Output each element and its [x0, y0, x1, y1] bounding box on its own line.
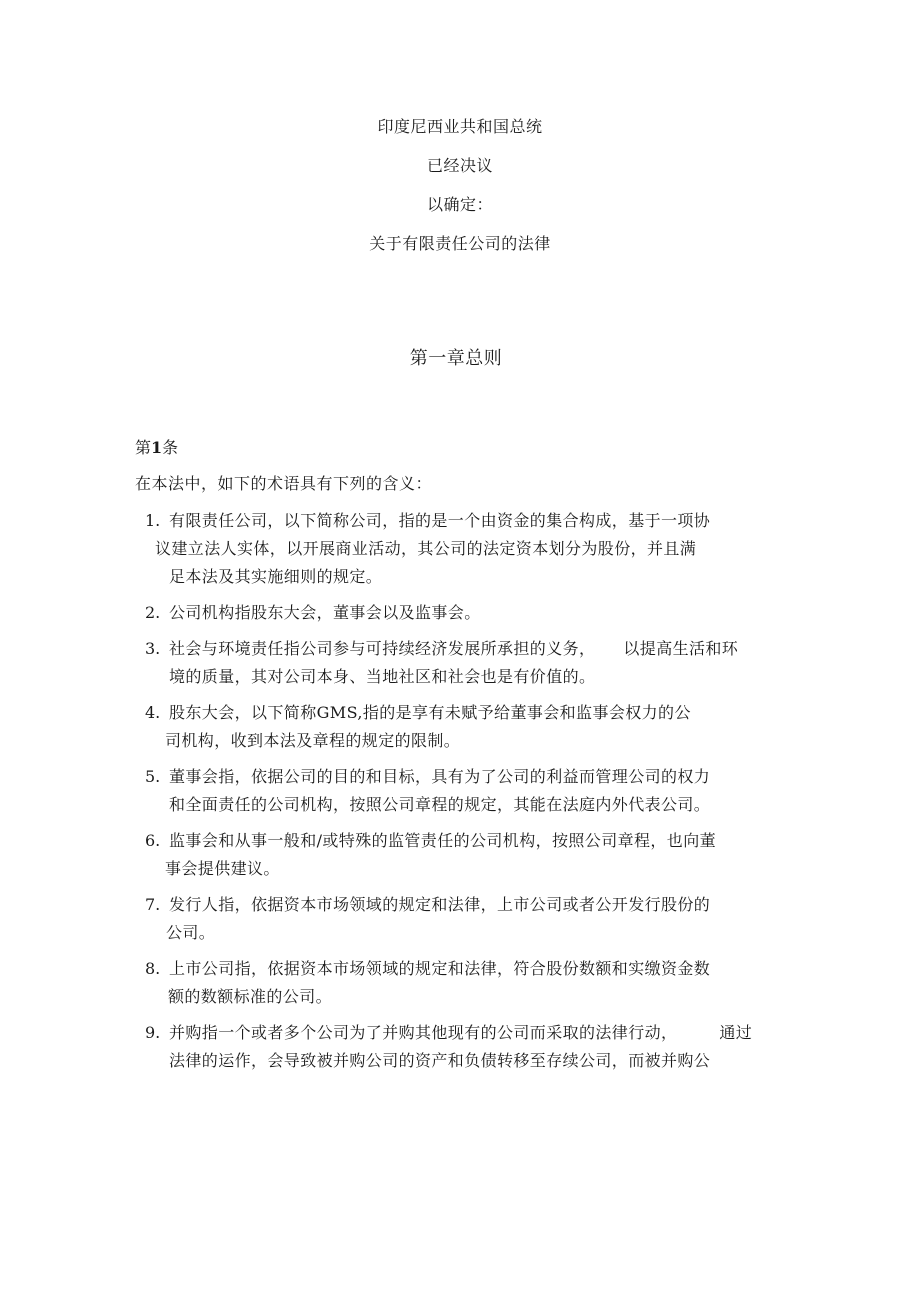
- heading-line-president: 印度尼西业共和国总统: [377, 117, 543, 136]
- list-item-line: 足本法及其实施细则的规定。: [169, 567, 383, 586]
- list-item-line: 和全面责任的公司机构，按照公司章程的规定，其能在法庭内外代表公司。: [169, 795, 711, 814]
- list-item-line: 法律的运作，会导致被并购公司的资产和负债转移至存续公司，而被并购公: [169, 1051, 711, 1070]
- heading-line-decided: 已经决议: [426, 156, 493, 175]
- list-item: [0, 1019, 920, 1075]
- heading-line-law-title: 关于有限责任公司的法律: [369, 234, 551, 253]
- list-item-line: 有限责任公司，以下简称公司，指的是一个由资金的集合构成，基于一项协: [169, 511, 711, 530]
- list-item-number: 2.: [145, 603, 161, 622]
- list-item-line: 公司机构指股东大会，董事会以及监事会。: [169, 603, 481, 622]
- article-number: [135, 435, 178, 461]
- list-item-line: 监事会和从事一般和/或特殊的监管责任的公司机构，按照公司章程，也向董: [169, 831, 716, 850]
- list-item-number: 4.: [145, 703, 161, 722]
- list-item-line: 董事会指，依据公司的目的和目标，具有为了公司的利益而管理公司的权力: [169, 767, 711, 786]
- list-item-line: [0, 635, 920, 663]
- list-item-line-segment: 并购指一个或者多个公司为了并购其他现有的公司而采取的法律行动，: [169, 1023, 678, 1042]
- list-item-line-segment: 社会与环境责任指公司参与可持续经济发展所承担的义务，: [169, 639, 596, 658]
- list-item-line: 上市公司指，依据资本市场领域的规定和法律，符合股份数额和实缴资金数: [169, 959, 711, 978]
- article-number-value: 1: [151, 438, 163, 457]
- heading-line-determine: 以确定：: [426, 195, 493, 214]
- list-item-number: 7.: [145, 895, 161, 914]
- article-prefix: 第: [135, 438, 152, 457]
- list-item: [0, 827, 920, 883]
- list-item-number: 5.: [145, 767, 161, 786]
- list-item-number: 9.: [145, 1023, 161, 1042]
- list-item-number: 6.: [145, 831, 161, 850]
- list-item-line: [0, 1019, 920, 1047]
- list-item-line: 股东大会，以下简称GMS,指的是享有未赋予给董事会和监事会权力的公: [169, 703, 691, 722]
- list-item-line: 额的数额标准的公司。: [168, 987, 333, 1006]
- list-item-line: 议建立法人实体，以开展商业活动，其公司的法定资本划分为股份，并且满: [155, 539, 697, 558]
- list-item: [0, 955, 920, 1011]
- definition-list: [0, 507, 920, 1083]
- list-item: [0, 507, 920, 591]
- chapter-title: 第一章总则: [409, 348, 503, 369]
- list-item-number: 3.: [145, 639, 161, 658]
- article-suffix: 条: [162, 438, 179, 457]
- list-item: [0, 891, 920, 947]
- article-intro: 在本法中，如下的术语具有下列的含义：: [135, 474, 433, 493]
- list-item-number: 1.: [145, 511, 161, 530]
- list-item-line: 事会提供建议。: [165, 859, 280, 878]
- list-item: [0, 635, 920, 691]
- list-item: [0, 599, 920, 627]
- list-item: [0, 763, 920, 819]
- list-item-line-segment: 以提高生活和环: [623, 639, 739, 658]
- list-item: [0, 699, 920, 755]
- list-item-line: 发行人指，依据资本市场领域的规定和法律，上市公司或者公开发行股份的: [169, 895, 711, 914]
- law-heading: [0, 112, 920, 268]
- list-item-line: 公司。: [166, 923, 216, 942]
- list-item-number: 8.: [145, 959, 161, 978]
- list-item-line: 境的质量，其对公司本身、当地社区和社会也是有价值的。: [169, 667, 596, 686]
- list-item-line: 司机构，收到本法及章程的规定的限制。: [165, 731, 461, 750]
- list-item-line-segment: 通过: [719, 1023, 753, 1042]
